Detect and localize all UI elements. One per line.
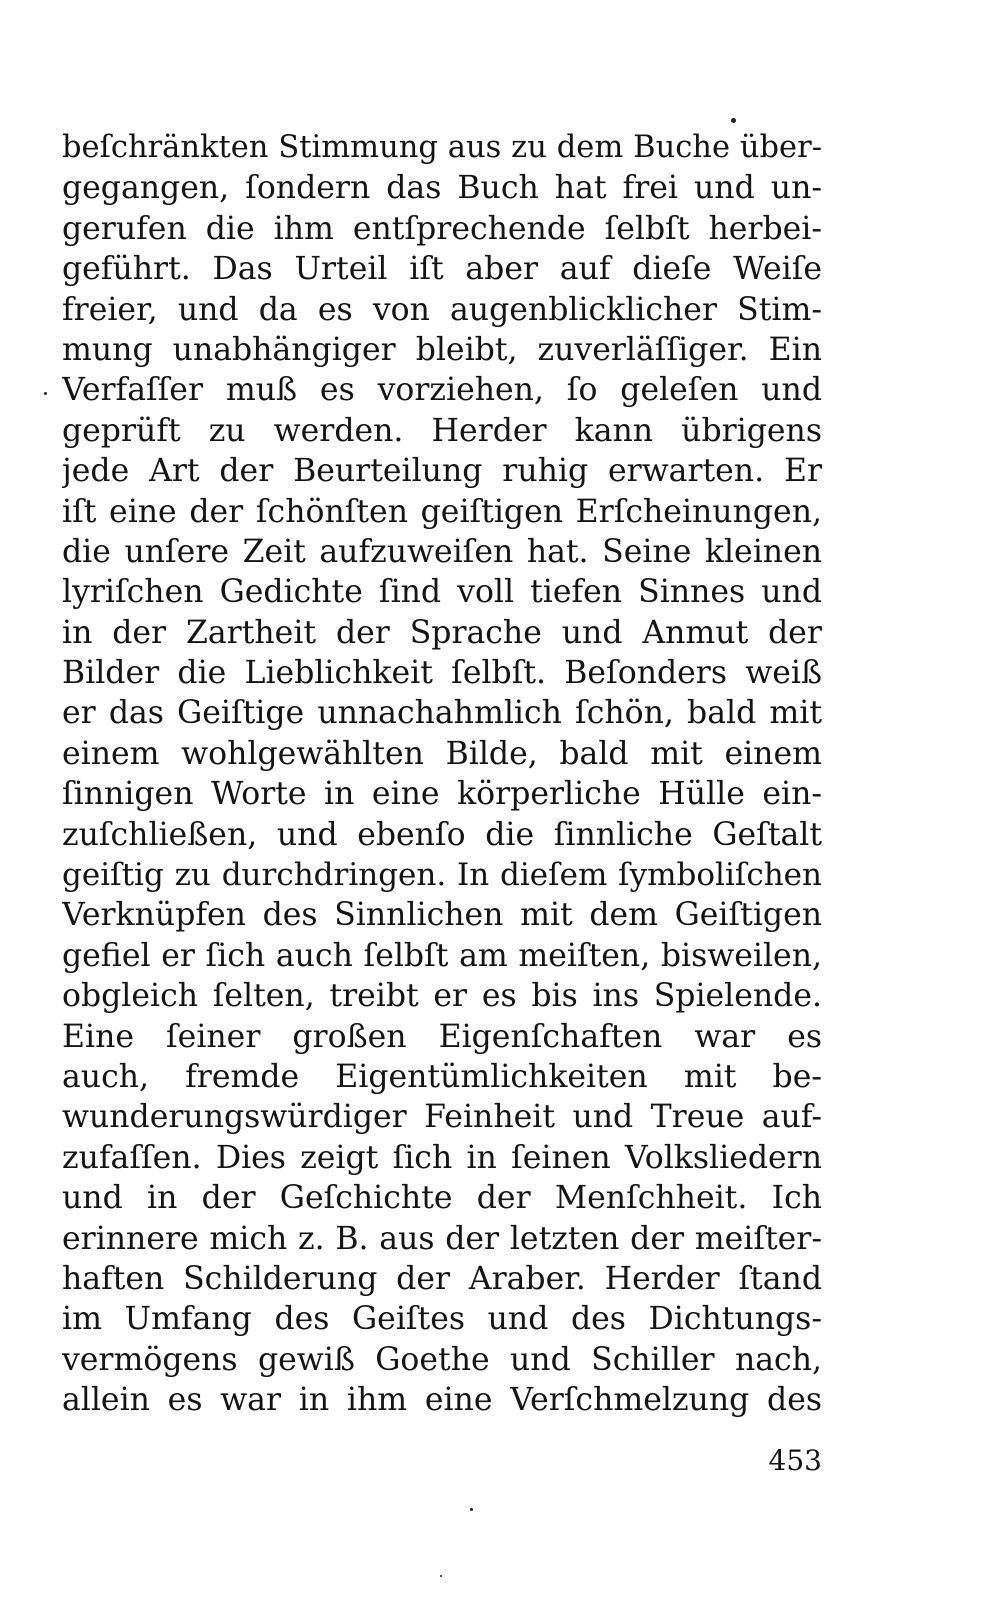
text-line: gerufen die ihm entſprechende ſelbſt herbei- xyxy=(62,210,822,247)
text-line: Verknüpfen des Sinnlichen mit dem Geiſtigen xyxy=(62,897,822,934)
text-line: gegangen, ſondern das Buch hat frei und un- xyxy=(62,170,822,207)
text-line: Verfaſſer muß es vorziehen, ſo geleſen und xyxy=(62,372,822,409)
text-line: in der Zartheit der Sprache und Anmut der xyxy=(62,614,822,651)
text-line: einem wohlgewählten Bilde, bald mit einem xyxy=(62,735,822,772)
print-speck xyxy=(440,1575,442,1577)
print-speck xyxy=(731,118,736,123)
text-line: zuſchließen, und ebenſo die ſinnliche Geſtalt xyxy=(62,816,822,853)
text-line: lyriſchen Gedichte ſind voll tiefen Sinnes und xyxy=(62,574,822,611)
text-line: gefiel er ſich auch ſelbſt am meiſten, bisweilen, xyxy=(62,937,822,974)
text-line: und in der Geſchichte der Menſchheit. Ich xyxy=(62,1180,822,1217)
text-line: obgleich ſelten, treibt er es bis ins Spielende. xyxy=(62,978,822,1015)
text-line: zufaſſen. Dies zeigt ſich in ſeinen Volksliedern xyxy=(62,1139,822,1176)
text-line: auch, fremde Eigentümlichkeiten mit be- xyxy=(62,1058,822,1095)
text-line: er das Geiſtige unnachahmlich ſchön, bald mit xyxy=(62,695,822,732)
text-line: Eine ſeiner großen Eigenſchaften war es xyxy=(62,1018,822,1055)
text-line: jede Art der Beurteilung ruhig erwarten. Er xyxy=(62,453,822,490)
text-line: vermögens gewiß Goethe und Schiller nach, xyxy=(62,1341,822,1378)
text-line: beſchränkten Stimmung aus zu dem Buche über- xyxy=(62,130,822,165)
text-line: Bilder die Lieblichkeit ſelbſt. Beſonders weiß xyxy=(62,655,822,692)
text-line: die unſere Zeit aufzuweiſen hat. Seine kleinen xyxy=(62,533,822,570)
text-line: im Umfang des Geiſtes und des Dichtungs- xyxy=(62,1301,822,1338)
text-line: iſt eine der ſchönſten geiſtigen Erſcheinungen, xyxy=(62,493,822,530)
print-speck xyxy=(470,1508,473,1511)
page-number: 453 xyxy=(768,1444,822,1477)
body-text xyxy=(62,128,822,1421)
print-speck xyxy=(44,392,47,395)
text-line: mung unabhängiger bleibt, zuverläſſiger. Ein xyxy=(62,331,822,368)
text-line: geiſtig zu durchdringen. In dieſem ſymboliſchen xyxy=(62,857,822,894)
text-line: wunderungswürdiger Feinheit und Treue auf- xyxy=(62,1099,822,1136)
text-line: geführt. Das Urteil iſt aber auf dieſe Weiſe xyxy=(62,251,822,288)
text-line: haften Schilderung der Araber. Herder ſtand xyxy=(62,1260,822,1297)
text-line: allein es war in ihm eine Verſchmelzung des xyxy=(62,1382,822,1419)
text-line: erinnere mich z. B. aus der letzten der meiſter- xyxy=(62,1220,822,1257)
text-line: geprüft zu werden. Herder kann übrigens xyxy=(62,412,822,449)
text-line: freier, und da es von augenblicklicher Stim- xyxy=(62,291,822,328)
text-line: ſinnigen Worte in eine körperliche Hülle ein- xyxy=(62,776,822,813)
